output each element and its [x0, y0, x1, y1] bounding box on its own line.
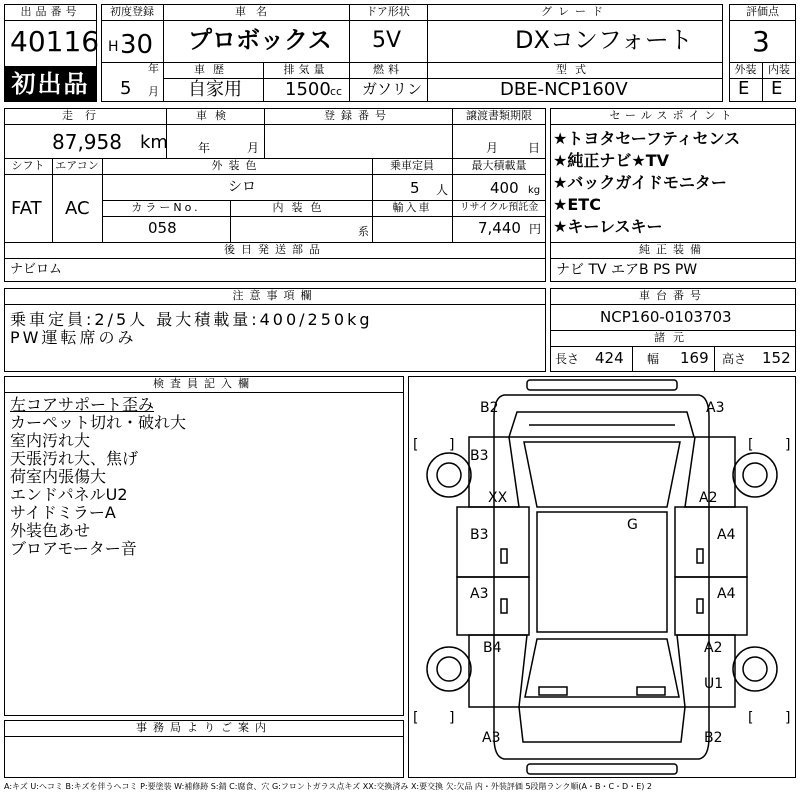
transfer-month-unit: 月 [486, 141, 499, 155]
notes-label: 注意事項欄 [232, 289, 318, 302]
fuel: ガソリン [362, 80, 423, 98]
grade: DXコンフォート [515, 26, 693, 54]
color-no: 058 [148, 219, 177, 237]
fuel-label: 燃料 [373, 63, 403, 76]
damage-mark-glass: G [627, 517, 638, 533]
inspector-line: サイドミラーA [10, 503, 116, 522]
aircon: AC [65, 198, 90, 219]
damage-mark-rear-right-u: U1 [704, 676, 724, 692]
mileage: 87,958 [52, 130, 122, 154]
door-label: ドア形状 [366, 5, 410, 18]
score: 3 [752, 25, 770, 58]
sales-point: ★ETC [553, 195, 601, 214]
recycle-label: リサイクル預託金 [459, 202, 539, 213]
mileage-unit: km [140, 132, 168, 153]
door-type: 5V [372, 28, 402, 53]
equipment: ナビ TV エアB PS PW [556, 262, 698, 278]
transfer-day-unit: 日 [528, 141, 541, 155]
exterior-label: 外装 [734, 63, 757, 76]
first-reg-label: 初度登録 [110, 5, 154, 18]
inspector-label: 検査員記入欄 [153, 377, 255, 390]
svg-text:[: [ [413, 437, 419, 453]
chassis-number: NCP160-0103703 [600, 308, 732, 326]
svg-text:]: ] [449, 710, 455, 726]
sales-point: ★キーレスキー [553, 217, 663, 236]
reg-number-label: 登録番号 [324, 109, 392, 122]
damage-mark-front-left: B2 [480, 400, 499, 416]
exterior-grade: E [738, 78, 750, 99]
svg-text:]: ] [785, 710, 791, 726]
damage-mark-door-left-front: B3 [470, 527, 489, 543]
inspector-line: エンドパネルU2 [10, 485, 128, 504]
later-parts-label: 後日発送部品 [224, 243, 326, 256]
import-label: 輸入車 [392, 201, 432, 214]
car-outline-icon [409, 377, 795, 777]
shift: FAT [11, 198, 42, 219]
recycle-unit: 円 [529, 222, 542, 236]
color-label: 外装色 [211, 159, 263, 172]
lot-label: 出品番号 [20, 5, 81, 18]
damage-mark-quarter-left: B4 [483, 640, 502, 656]
equipment-label: 純正装備 [639, 243, 707, 256]
legend: A:キズ U:ヘコミ B:キズを伴うヘコミ P:要塗装 W:補修跡 S:錆 C:腐食、穴 G:フロントガラス点キズ XX:交換済み X:要交換 欠:欠品 内・外装評価 5段階ランク順(A・B・C・D・E) 2 [4, 782, 653, 791]
interior-color-unit: 系 [358, 225, 369, 238]
sales-points-label: セールスポイント [609, 109, 737, 122]
year-unit: 年 [148, 62, 159, 75]
chassis-label: 車台番号 [639, 289, 707, 302]
inspector-line: ブロアモーター音 [10, 539, 137, 558]
sales-point: ★トヨタセーフティセンス [553, 129, 741, 148]
aircon-label: エアコン [55, 159, 99, 172]
inspector-line: 外装色あせ [10, 521, 91, 540]
load-label: 最大積載量 [471, 159, 527, 172]
reg-month: 5 [120, 78, 132, 99]
first-listing-badge: 初出品 [4, 66, 97, 102]
history: 自家用 [188, 79, 242, 100]
damage-mark-door-right-front: A4 [717, 527, 736, 543]
history-label: 車歴 [194, 63, 232, 76]
svg-text:]: ] [785, 437, 791, 453]
displacement-unit: cc [330, 85, 343, 98]
body-color: シロ [228, 179, 256, 195]
note-line: 乗車定員:2/5人 最大積載量:400/250kg [10, 310, 373, 329]
damage-mark-rear-left: A3 [482, 730, 501, 746]
width-label: 幅 [647, 352, 660, 366]
month-unit: 月 [148, 85, 159, 98]
recycle-fee: 7,440 [478, 219, 521, 237]
lot-number: 40116 [10, 25, 100, 58]
later-parts: ナビロム [10, 262, 63, 277]
damage-mark-fender-left: B3 [470, 448, 489, 464]
displacement-label: 排気量 [283, 63, 329, 76]
grade-label: グレード [541, 5, 609, 18]
sales-point: ★バックガイドモニター [553, 173, 727, 192]
displacement: 1500 [285, 79, 331, 100]
damage-mark-door-right-rear: A4 [717, 586, 736, 602]
score-label: 評価点 [746, 5, 779, 18]
sales-point: ★純正ナビ★TV [553, 151, 669, 170]
load: 400 [490, 179, 519, 197]
shift-label: シフト [11, 159, 45, 172]
load-unit: kg [528, 185, 541, 196]
damage-mark-door-left-rear: A3 [470, 586, 489, 602]
height: 152 [762, 349, 791, 367]
model: DBE-NCP160V [500, 79, 628, 100]
inspector-line: 天張汚れ大、焦げ [10, 449, 139, 468]
model-label: 型式 [556, 63, 594, 76]
capacity-unit: 人 [436, 183, 449, 197]
svg-text:[: [ [748, 437, 754, 453]
interior-color-label: 内装色 [272, 201, 330, 214]
inspector-line: 左コアサポート歪み [10, 395, 155, 414]
inspection-label: 車検 [196, 109, 234, 122]
height-label: 高さ [722, 352, 747, 366]
capacity-label: 乗車定員 [390, 159, 434, 172]
car-diagram [408, 376, 796, 778]
inspector-line: カーペット切れ・破れ大 [10, 413, 187, 432]
length: 424 [595, 349, 624, 367]
car-name: プロボックス [188, 26, 332, 54]
damage-mark-fender-right: A2 [699, 490, 718, 506]
inspector-line: 荷室内張傷大 [10, 467, 107, 486]
note-line: PW運転席のみ [10, 328, 137, 347]
color-no-label: カラーNo. [131, 201, 201, 214]
length-label: 長さ [555, 352, 580, 366]
svg-text:[: [ [413, 710, 419, 726]
car-name-label: 車名 [235, 5, 277, 18]
damage-mark-quarter-right: A2 [704, 640, 723, 656]
era: H [108, 39, 119, 55]
interior-grade: E [771, 78, 783, 99]
inspection-month-unit: 月 [247, 141, 260, 155]
damage-mark-rear-right: B2 [704, 730, 723, 746]
damage-mark-door-left-top: XX [488, 490, 508, 506]
width: 169 [680, 349, 709, 367]
svg-text:]: ] [449, 437, 455, 453]
transfer-label: 譲渡書類期限 [466, 109, 532, 122]
inspection-year-unit: 年 [198, 141, 211, 155]
svg-text:[: [ [748, 710, 754, 726]
dims-label: 諸元 [654, 331, 692, 344]
damage-mark-front-right: A3 [706, 400, 725, 416]
interior-label: 内装 [768, 63, 790, 76]
reg-year: 30 [120, 30, 154, 60]
inspector-line: 室内汚れ大 [10, 431, 91, 450]
capacity: 5 [410, 179, 420, 197]
office-label: 事務局よりご案内 [136, 721, 272, 734]
mileage-label: 走行 [62, 109, 108, 122]
